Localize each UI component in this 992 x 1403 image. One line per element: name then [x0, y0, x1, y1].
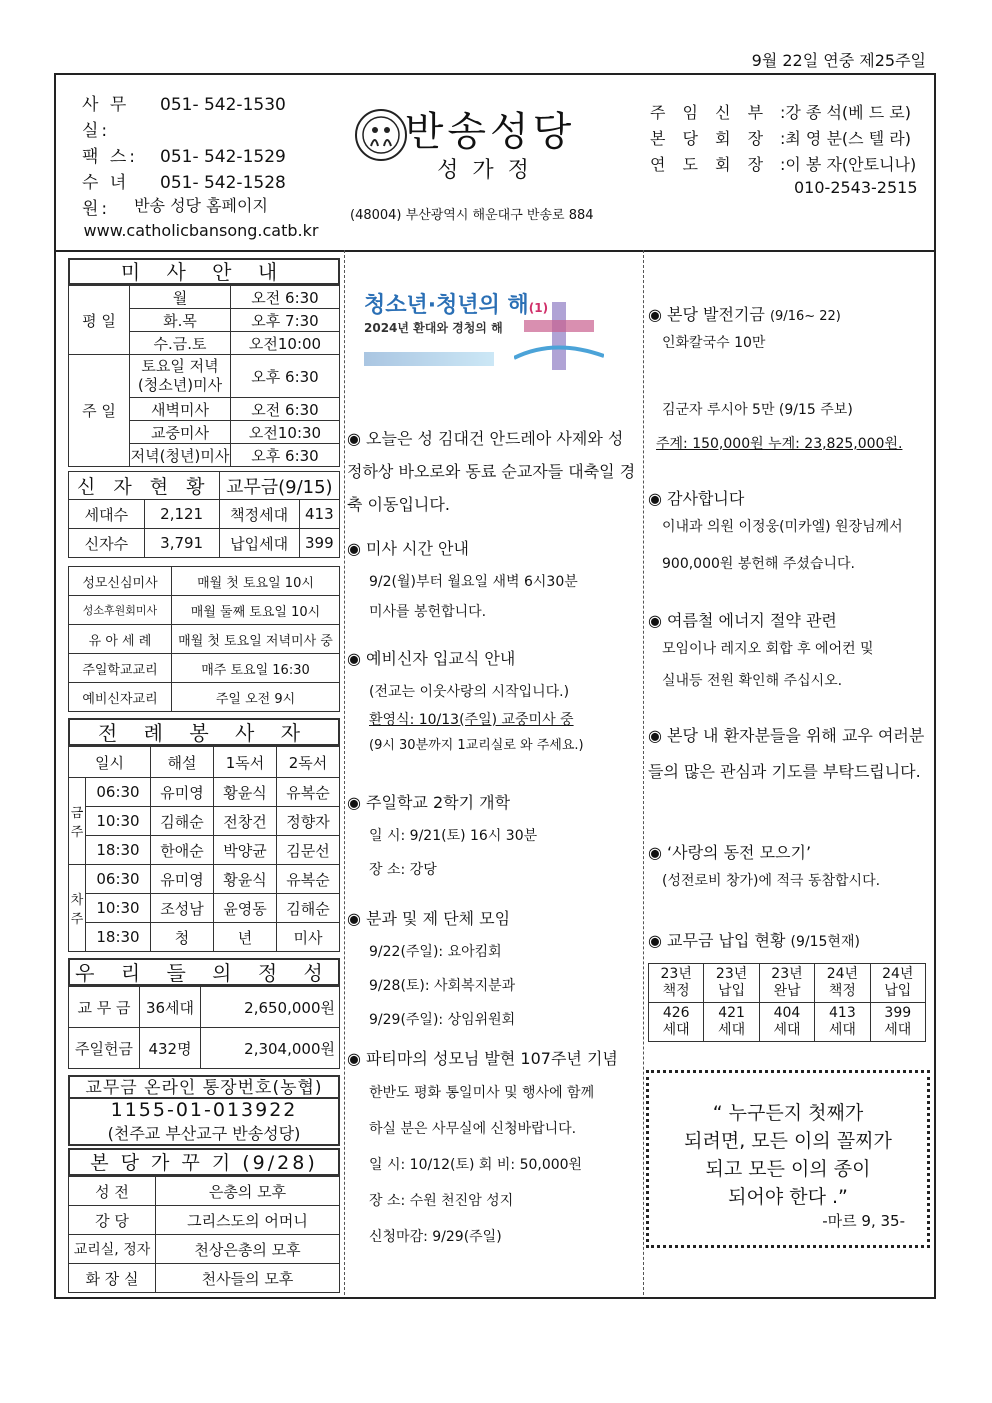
servers-cell: 18:30 [86, 836, 151, 865]
staff-list [650, 100, 916, 178]
mass-time: 오전10:00 [231, 332, 340, 355]
fee-notice [648, 928, 930, 1042]
account-title: 교무금 온라인 통장번호(농협) [68, 1075, 340, 1099]
header-divider [54, 250, 936, 252]
contact-label: 팩 스: [82, 147, 138, 167]
fund-total: 주계: 150,000원 누계: 23,825,000원. [656, 436, 903, 452]
staff-name: :이 봉 자(안토니나) [780, 155, 917, 174]
fund-line: 인화칼국수 10만 [662, 335, 766, 351]
mass-day: 새벽미사 [130, 398, 231, 421]
energy-notice [648, 608, 930, 694]
energy-head: ◉ 여름철 에너지 절약 관련 [648, 611, 837, 630]
servers-header: 해설 [151, 747, 214, 778]
servers-group: 차주 [69, 865, 86, 952]
mass-day: 월 [130, 286, 231, 309]
servers-header: 1독서 [214, 747, 277, 778]
offering-table [68, 986, 340, 1069]
decor-place: 성 전 [69, 1177, 156, 1206]
notice-head: ◉ 오늘은 성 김대건 안드레아 사제와 성 정하상 바오로와 동료 순교자들 대축일 경축 이동입니다. [347, 429, 636, 514]
quote-line: “ 누구든지 첫째가 [712, 1102, 864, 1124]
fee-table-value: 421 세대 [704, 1003, 759, 1042]
parish-address: (48004) 부산광역시 해운대구 반송로 884 [350, 208, 594, 223]
fee-table-head: 24년 납입 [870, 964, 925, 1003]
youth-title-text: 청소년·청년의 해 [364, 293, 529, 318]
decor-place: 강 당 [69, 1206, 156, 1235]
mass-day: 토요일 저녁 (청소년)미사 [130, 355, 231, 398]
schedule-table [68, 566, 340, 712]
mass-time: 오전 6:30 [231, 398, 340, 421]
mass-table [68, 285, 340, 467]
notice-line: 한반도 평화 통일미사 및 행사에 함께 [369, 1085, 595, 1101]
patients-head: ◉ 본당 내 환자분들을 위해 교우 여러분들의 많은 관심과 기도를 부탁드립니다. [648, 726, 925, 781]
staff-name: :강 종 석(베 드 로) [780, 103, 911, 122]
fund-notice [648, 302, 930, 459]
staff-role: 연 도 회 장 [650, 155, 770, 174]
notice-4 [347, 790, 637, 887]
servers-cell: 정향자 [277, 807, 340, 836]
offering-cell: 36세대 [140, 987, 201, 1028]
contact-value: 051- 542-1528 [160, 173, 286, 193]
thanks-line: 이내과 의원 이정웅(미카엘) 원장님께서 [662, 519, 903, 535]
fee-table-value: 399 세대 [870, 1003, 925, 1042]
mass-day: 수.금.토 [130, 332, 231, 355]
energy-line: 실내등 전원 확인해 주십시오. [662, 673, 843, 689]
notice-line: 9/22(주일): 요아킴회 [369, 944, 502, 960]
energy-line: 모임이나 레지오 회합 후 에어컨 및 [662, 641, 874, 657]
contact-value: 051- 542-1530 [160, 95, 286, 115]
servers-cell: 윤영동 [214, 894, 277, 923]
thanks-notice [648, 486, 930, 583]
contact-label: 수 녀 원: [82, 173, 130, 219]
homepage-label: 반송 성당 홈페이지 [134, 196, 268, 215]
column-divider [344, 250, 345, 1295]
servers-cell: 06:30 [86, 778, 151, 807]
notice-line: (전교는 이웃사랑의 시작입니다.) [369, 684, 570, 700]
fee-table-head: 23년 납입 [704, 964, 759, 1003]
mass-time: 오후 6:30 [231, 444, 340, 467]
servers-cell: 18:30 [86, 923, 151, 952]
notice-head: ◉ 주일학교 2학기 개학 [347, 793, 511, 812]
decor-place: 화 장 실 [69, 1264, 156, 1293]
schedule-label: 성소후원회미사 [69, 596, 172, 625]
servers-cell: 김해순 [277, 894, 340, 923]
schedule-value: 주일 오전 9시 [172, 683, 340, 712]
fee-table-value: 413 세대 [815, 1003, 870, 1042]
offering-title: 우 리 들 의 정 성 [68, 958, 340, 986]
fee-date: (9/15현재) [790, 934, 860, 950]
servers-cell: 박양균 [214, 836, 277, 865]
account-box [68, 1099, 340, 1146]
members-cell: 세대수 [69, 500, 145, 529]
schedule-label: 성모신심미사 [69, 567, 172, 596]
fee-table [648, 963, 926, 1042]
notice-6 [347, 1046, 637, 1255]
members-cell: 3,791 [144, 529, 219, 558]
contact-label: 사 무 실: [82, 95, 130, 141]
fee-head: ◉ 교무금 납입 현황 [648, 931, 786, 950]
notice-head: ◉ 분과 및 제 단체 모임 [347, 909, 511, 928]
members-cell: 2,121 [144, 500, 219, 529]
quote-line: 되어야 한다 .” [728, 1186, 848, 1208]
notice-line: (9시 30분까지 1교리실로 와 주세요.) [369, 738, 584, 753]
mass-time: 오후 6:30 [231, 355, 340, 398]
servers-title: 전 례 봉 사 자 [68, 718, 340, 746]
contact-value: 051- 542-1529 [160, 147, 286, 167]
fund-head: ◉ 본당 발전기금 [648, 305, 765, 324]
servers-table [68, 746, 340, 952]
notice-1 [347, 422, 637, 521]
youth-title-num: (1) [528, 301, 549, 315]
parish-subtitle: 성가정 [437, 158, 543, 183]
notice-3 [347, 646, 637, 761]
schedule-label: 주일학교교리 [69, 654, 172, 683]
offering-cell: 주일헌금 [69, 1028, 140, 1069]
mass-time: 오전10:30 [231, 421, 340, 444]
staff-role: 본 당 회 장 [650, 129, 770, 148]
fee-title: 교무금(9/15) [219, 472, 339, 500]
cross-icon [514, 298, 604, 374]
fund-line: 김군자 루시아 5만 (9/15 주보) [662, 402, 853, 418]
servers-cell: 유복순 [277, 778, 340, 807]
members-cell: 책정세대 [219, 500, 299, 529]
notice-line: 9/29(주일): 상임위원회 [369, 1012, 516, 1028]
members-cell: 399 [299, 529, 339, 558]
scripture-quote [646, 1070, 930, 1248]
offering-cell: 2,650,000원 [201, 987, 340, 1028]
decor-place: 교리실, 정자 [69, 1235, 156, 1264]
notice-line: 환영식: 10/13(주일) 교중미사 중 [369, 712, 574, 728]
notice-line: 장 소: 수원 천진암 성지 [369, 1193, 514, 1209]
mass-day: 저녁(청년)미사 [130, 444, 231, 467]
notice-line: 일 시: 10/12(토) 회 비: 50,000원 [369, 1157, 583, 1173]
quote-line: 되려면, 모든 이의 꼴찌가 [684, 1130, 892, 1152]
decor-patron: 천상은총의 모후 [156, 1235, 340, 1264]
schedule-label: 예비신자교리 [69, 683, 172, 712]
servers-header: 2독서 [277, 747, 340, 778]
notice-2 [347, 536, 637, 625]
weekday-label: 평 일 [69, 286, 130, 355]
fee-table-value: 404 세대 [759, 1003, 814, 1042]
offering-cell: 2,304,000원 [201, 1028, 340, 1069]
notice-line: 신청마감: 9/29(주일) [369, 1229, 502, 1245]
schedule-value: 매월 둘째 토요일 10시 [172, 596, 340, 625]
notice-head: ◉ 미사 시간 안내 [347, 539, 469, 558]
schedule-value: 매월 첫 토요일 10시 [172, 567, 340, 596]
notice-line: 장 소: 강당 [369, 862, 437, 878]
members-cell: 413 [299, 500, 339, 529]
members-cell: 납입세대 [219, 529, 299, 558]
mass-day: 화.목 [130, 309, 231, 332]
bulletin-date: 9월 22일 연중 제25주일 [751, 51, 926, 70]
servers-cell: 전창건 [214, 807, 277, 836]
notice-line: 일 시: 9/21(토) 16시 30분 [369, 828, 538, 844]
thanks-line: 900,000원 봉헌해 주셨습니다. [662, 556, 855, 572]
fee-table-head: 23년 완납 [759, 964, 814, 1003]
notice-head: ◉ 예비신자 입교식 안내 [347, 649, 516, 668]
mass-time: 오전 6:30 [231, 286, 340, 309]
mass-title: 미 사 안 내 [68, 258, 340, 285]
notice-line: 9/2(월)부터 월요일 새벽 6시30분 [369, 574, 578, 590]
fund-period: (9/16~ 22) [769, 309, 841, 324]
youth-banner-subtitle: 2024년 환대와 경청의 해 [364, 321, 503, 335]
offering-cell: 432명 [140, 1028, 201, 1069]
account-holder: (천주교 부산교구 반송성당) [107, 1124, 301, 1143]
servers-cell: 청 [151, 923, 214, 952]
servers-group: 금주 [69, 778, 86, 865]
servers-cell: 년 [214, 923, 277, 952]
servers-cell: 10:30 [86, 894, 151, 923]
account-number: 1155-01-013922 [110, 1099, 298, 1121]
staff-role: 주 임 신 부 [650, 103, 770, 122]
servers-cell: 유복순 [277, 865, 340, 894]
servers-cell: 유미영 [151, 778, 214, 807]
banner-stripe [364, 352, 494, 366]
servers-cell: 황윤식 [214, 778, 277, 807]
servers-cell: 김문선 [277, 836, 340, 865]
servers-cell: 조성남 [151, 894, 214, 923]
youth-year-banner [364, 288, 602, 376]
schedule-value: 매월 첫 토요일 저녁미사 중 [172, 625, 340, 654]
notice-line: 미사를 봉헌합니다. [369, 604, 487, 620]
members-table [68, 471, 340, 558]
staff-name: :최 영 분(스 텔 라) [780, 129, 911, 148]
servers-cell: 김해순 [151, 807, 214, 836]
servers-header: 일시 [69, 747, 151, 778]
fee-table-head: 24년 책정 [815, 964, 870, 1003]
decor-title: 본 당 가 꾸 기 (9/28) [68, 1148, 340, 1176]
homepage [66, 193, 336, 243]
column-divider [643, 250, 644, 1295]
fee-table-value: 426 세대 [649, 1003, 704, 1042]
notice-line: 9/28(토): 사회복지분과 [369, 978, 516, 994]
thanks-head: ◉ 감사합니다 [648, 489, 745, 508]
servers-cell: 유미영 [151, 865, 214, 894]
fee-table-head: 23년 책정 [649, 964, 704, 1003]
president-phone: 010-2543-2515 [794, 178, 918, 197]
members-title: 신 자 현 황 [69, 472, 220, 500]
parish-name: 반송성당 [404, 109, 576, 155]
servers-cell: 황윤식 [214, 865, 277, 894]
notice-5 [347, 906, 637, 1037]
servers-cell: 한애순 [151, 836, 214, 865]
notice-line: 하실 분은 사무실에 신청바랍니다. [369, 1121, 577, 1137]
members-cell: 신자수 [69, 529, 145, 558]
decor-patron: 천사들의 모후 [156, 1264, 340, 1293]
decor-patron: 은총의 모후 [156, 1177, 340, 1206]
decor-patron: 그리스도의 어머니 [156, 1206, 340, 1235]
mass-time: 오후 7:30 [231, 309, 340, 332]
coin-head: ◉ ‘사랑의 동전 모으기’ [648, 843, 812, 862]
decor-table [68, 1176, 340, 1293]
quote-reference: -마르 9, 35- [822, 1212, 905, 1230]
coin-line: (성전로비 창가)에 적극 동참합시다. [662, 873, 881, 889]
notice-head: ◉ 파티마의 성모님 발현 107주년 기념 [347, 1049, 618, 1068]
servers-cell: 미사 [277, 923, 340, 952]
coin-notice [648, 840, 930, 900]
quote-line: 되고 모든 이의 종이 [705, 1158, 871, 1180]
left-column [68, 258, 340, 1293]
parish-title [350, 100, 630, 184]
schedule-label: 유 아 세 례 [69, 625, 172, 654]
patients-notice [648, 718, 930, 790]
servers-cell: 10:30 [86, 807, 151, 836]
offering-cell: 교 무 금 [69, 987, 140, 1028]
sunday-label: 주 일 [69, 355, 130, 467]
homepage-url[interactable]: www.catholicbansong.catb.kr [83, 221, 319, 240]
schedule-value: 매주 토요일 16:30 [172, 654, 340, 683]
servers-cell: 06:30 [86, 865, 151, 894]
mass-day: 교중미사 [130, 421, 231, 444]
